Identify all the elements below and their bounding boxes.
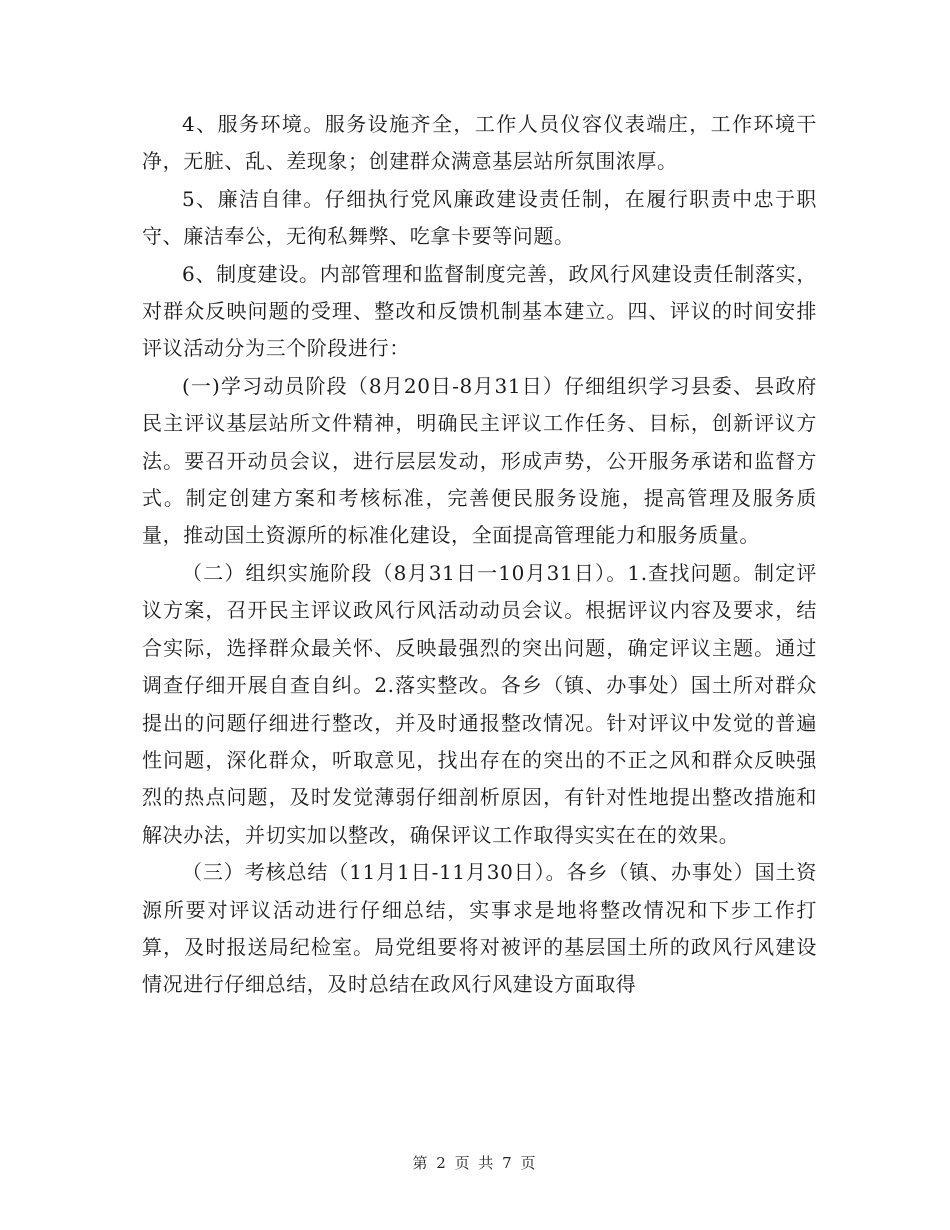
paragraph-stage-two: （二）组织实施阶段（8月31日一10月31日）。1.查找问题。制定评议方案，召开民主评议政风行风活动动员会议。根据评议内容及要求，结合实际，选择群众最关怀、反映最强烈的突出问题，确定评议主题。通过调查仔细开展自查自纠。2.落实整改。各乡（镇、办事处）国土所对群众提出的问题仔细进行整改，并及时通报整改情况。针对评议中发觉的普遍性问题，深化群众，听取意见，找出存在的突出的不正之风和群众反映强烈的热点问题，及时发觉薄弱仔细剖析原因，有针对性地提出整改措施和解决办法，并切实加以整改，确保评议工作取得实实在在的效果。 [142,560,817,847]
paragraph-stage-three: （三）考核总结（11月1日-11月30日）。各乡（镇、办事处）国土资源所要对评议活动进行仔细总结，实事求是地将整改情况和下步工作打算，及时报送局纪检室。局党组要将对被评的基层国土所的政风行风建设情况进行仔细总结，及时总结在政风行风建设方面取得 [142,860,817,997]
paragraph-stage-one: (一)学习动员阶段（8月20日-8月31日）仔细组织学习县委、县政府民主评议基层站所文件精神，明确民主评议工作任务、目标，创新评议方法。要召开动员会议，进行层层发动，形成声势，公开服务承诺和监督方式。制定创建方案和考核标准，完善便民服务设施，提高管理及服务质量，推动国土资源所的标准化建设，全面提高管理能力和服务质量。 [142,373,817,548]
paragraph-service-environment: 4、服务环境。服务设施齐全，工作人员仪容仪表端庄，工作环境干净，无脏、乱、差现象；创建群众满意基层站所氛围浓厚。 [142,112,817,174]
document-body [142,106,817,1004]
page-number-footer: 第 2 页 共 7 页 [412,1154,538,1172]
paragraph-system-building: 6、制度建设。内部管理和监督制度完善，政风行风建设责任制落实，对群众反映问题的受理、整改和反馈机制基本建立。四、评议的时间安排评议活动分为三个阶段进行： [142,261,817,361]
paragraph-integrity: 5、廉洁自律。仔细执行党风廉政建设责任制，在履行职责中忠于职守、廉洁奉公，无徇私舞弊、吃拿卡要等问题。 [142,186,817,249]
